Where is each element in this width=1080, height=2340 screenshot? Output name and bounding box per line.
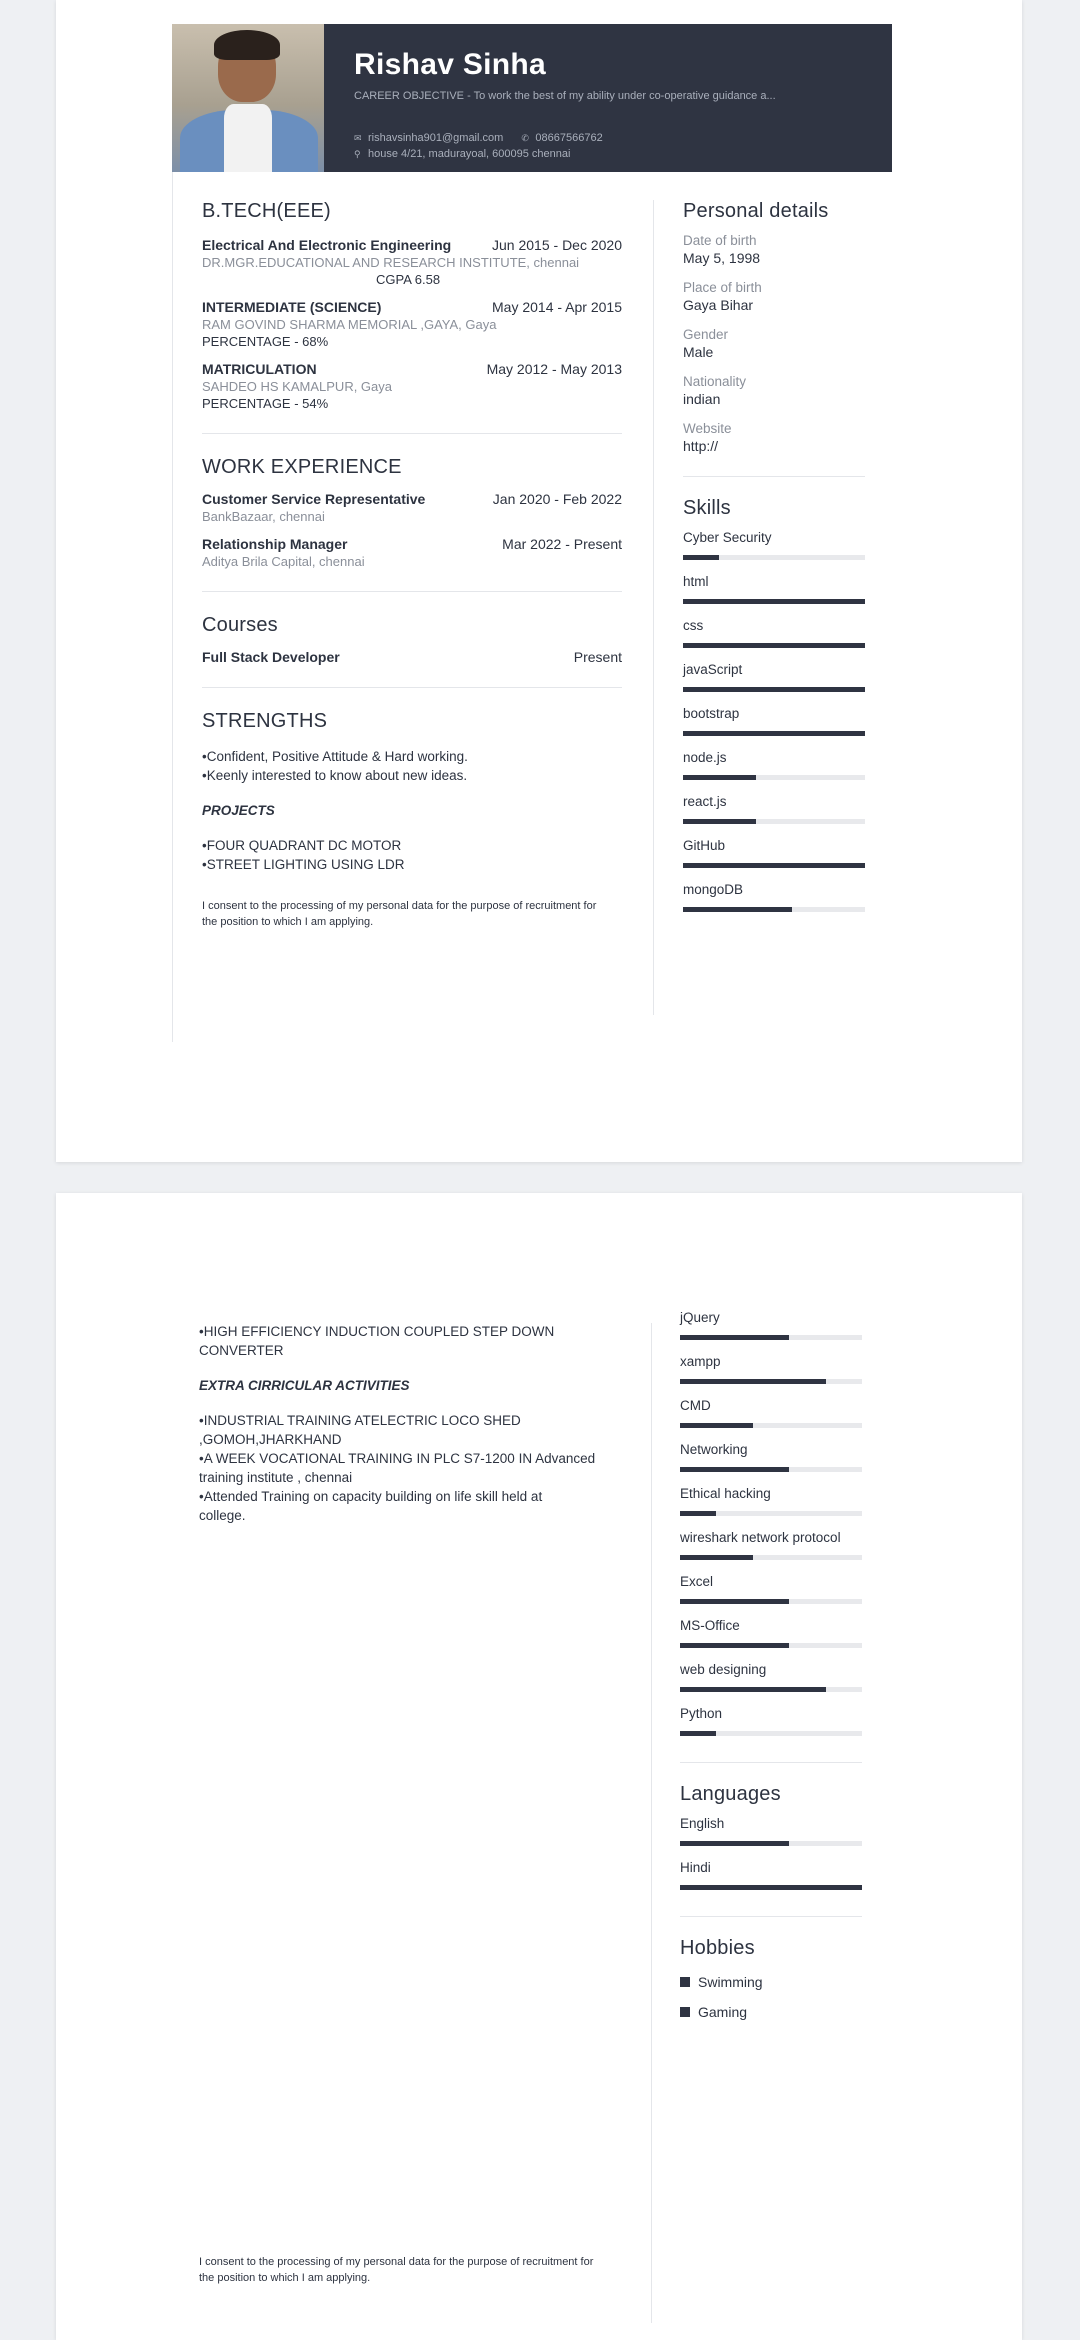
skill-level-bar bbox=[683, 731, 865, 736]
candidate-name: Rishav Sinha bbox=[354, 48, 546, 81]
course-entry bbox=[202, 649, 622, 665]
education-title: B.TECH(EEE) bbox=[202, 200, 331, 222]
skill-level-fill bbox=[680, 1885, 862, 1890]
divider bbox=[202, 591, 622, 592]
skill-level-bar bbox=[680, 1841, 862, 1846]
project-line: •FOUR QUADRANT DC MOTOR bbox=[202, 838, 402, 853]
skill-level-bar bbox=[683, 863, 865, 868]
skill-level-bar bbox=[680, 1687, 862, 1692]
skill-level-bar bbox=[680, 1511, 862, 1516]
skill-item bbox=[680, 1618, 870, 1648]
skill-level-fill bbox=[680, 1379, 826, 1384]
contact-info bbox=[354, 130, 603, 162]
work-entry bbox=[202, 491, 622, 524]
skill-level-fill bbox=[683, 687, 865, 692]
personal-item bbox=[683, 233, 873, 266]
skill-level-fill bbox=[683, 555, 719, 560]
skill-level-bar bbox=[683, 599, 865, 604]
entry-title: Customer Service Representative bbox=[202, 491, 426, 507]
skill-level-fill bbox=[680, 1687, 826, 1692]
skill-level-bar bbox=[683, 819, 865, 824]
entry-institution: SAHDEO HS KAMALPUR, Gaya bbox=[202, 379, 392, 394]
divider bbox=[683, 476, 865, 477]
left-border bbox=[172, 172, 173, 1042]
hobby-item bbox=[680, 1974, 870, 1990]
entry-date: Jun 2015 - Dec 2020 bbox=[492, 237, 622, 253]
skill-level-bar bbox=[683, 555, 865, 560]
skill-name: wireshark network protocol bbox=[680, 1530, 841, 1545]
resume-header bbox=[172, 24, 892, 172]
extra-activities-heading: EXTRA CIRRICULAR ACTIVITIES bbox=[199, 1378, 410, 1393]
skill-item bbox=[680, 1310, 870, 1340]
education-entry bbox=[202, 237, 622, 287]
education-entry bbox=[202, 299, 622, 349]
personal-item bbox=[683, 327, 873, 360]
skill-level-fill bbox=[680, 1423, 753, 1428]
entry-title: INTERMEDIATE (SCIENCE) bbox=[202, 299, 382, 315]
main-column-continued bbox=[199, 1322, 619, 1525]
skill-level-bar bbox=[680, 1599, 862, 1604]
skill-item bbox=[680, 1354, 870, 1384]
personal-label: Gender bbox=[683, 327, 729, 342]
skill-level-bar bbox=[680, 1423, 862, 1428]
sidebar-column-continued bbox=[680, 1310, 870, 2020]
skill-level-fill bbox=[680, 1555, 753, 1560]
skill-level-fill bbox=[683, 819, 756, 824]
skills-title: Skills bbox=[683, 497, 731, 519]
location-pin-icon: ⚲ bbox=[354, 149, 361, 159]
languages-list bbox=[680, 1816, 870, 1890]
skill-name: css bbox=[683, 618, 704, 633]
personal-value: Male bbox=[683, 344, 714, 360]
skill-name: English bbox=[680, 1816, 725, 1831]
skill-level-fill bbox=[683, 643, 865, 648]
skill-level-bar bbox=[683, 907, 865, 912]
skill-level-fill bbox=[680, 1511, 716, 1516]
phone[interactable]: 08667566762 bbox=[535, 132, 603, 144]
divider bbox=[680, 1916, 862, 1917]
skill-item bbox=[683, 838, 873, 868]
skill-name: Hindi bbox=[680, 1860, 711, 1875]
entry-date: Mar 2022 - Present bbox=[502, 536, 622, 552]
skill-level-bar bbox=[680, 1467, 862, 1472]
square-bullet-icon bbox=[680, 1977, 690, 1987]
entry-title: Electrical And Electronic Engineering bbox=[202, 237, 452, 253]
projects-heading: PROJECTS bbox=[202, 803, 275, 818]
skill-item bbox=[683, 706, 873, 736]
hobby-label: Swimming bbox=[698, 1974, 763, 1990]
skill-item bbox=[680, 1860, 870, 1890]
skills-list bbox=[680, 1310, 870, 1736]
skill-name: react.js bbox=[683, 794, 727, 809]
skill-level-fill bbox=[680, 1731, 716, 1736]
personal-item bbox=[683, 421, 873, 454]
entry-institution: DR.MGR.EDUCATIONAL AND RESEARCH INSTITUTE, chennai bbox=[202, 255, 580, 270]
project-line: CONVERTER bbox=[199, 1343, 284, 1358]
skill-name: Python bbox=[680, 1706, 723, 1721]
entry-date: May 2012 - May 2013 bbox=[486, 361, 622, 377]
entry-title: MATRICULATION bbox=[202, 361, 317, 377]
divider bbox=[202, 687, 622, 688]
skill-item bbox=[683, 530, 873, 560]
languages-title: Languages bbox=[680, 1783, 781, 1805]
column-divider bbox=[653, 200, 654, 1015]
skill-item bbox=[680, 1398, 870, 1428]
skill-name: MS-Office bbox=[680, 1618, 740, 1633]
skill-item bbox=[680, 1662, 870, 1692]
consent-text: I consent to the processing of my personal data for the purpose of recruitment for the position to which I am applying. bbox=[199, 2256, 594, 2284]
work-entry bbox=[202, 536, 622, 569]
skill-name: Cyber Security bbox=[683, 530, 772, 545]
skill-name: Excel bbox=[680, 1574, 714, 1589]
skill-name: bootstrap bbox=[683, 706, 740, 721]
strength-line: •Keenly interested to know about new ideas. bbox=[202, 768, 468, 783]
personal-value: Gaya Bihar bbox=[683, 297, 754, 313]
activity-line: •A WEEK VOCATIONAL TRAINING IN PLC S7-1200 IN Advanced bbox=[199, 1451, 596, 1466]
hobbies-title: Hobbies bbox=[680, 1937, 755, 1959]
skill-level-fill bbox=[680, 1599, 789, 1604]
personal-title: Personal details bbox=[683, 200, 829, 222]
skill-name: Networking bbox=[680, 1442, 748, 1457]
skill-item bbox=[683, 574, 873, 604]
work-title: WORK EXPERIENCE bbox=[202, 456, 402, 478]
personal-label: Nationality bbox=[683, 374, 747, 389]
address: house 4/21, madurayoal, 600095 chennai bbox=[368, 148, 571, 160]
entry-date: Jan 2020 - Feb 2022 bbox=[492, 491, 622, 507]
skill-level-fill bbox=[683, 863, 865, 868]
skill-item bbox=[683, 882, 873, 912]
activity-line: college. bbox=[199, 1508, 246, 1523]
career-objective: CAREER OBJECTIVE - To work the best of my ability under co-operative guidance a... bbox=[354, 90, 776, 102]
email-icon: ✉ bbox=[354, 133, 362, 143]
email[interactable]: rishavsinha901@gmail.com bbox=[368, 132, 504, 144]
skill-item bbox=[680, 1574, 870, 1604]
entry-company: BankBazaar, chennai bbox=[202, 509, 325, 524]
education-entry bbox=[202, 361, 622, 411]
skill-item bbox=[680, 1816, 870, 1846]
skill-level-fill bbox=[680, 1467, 789, 1472]
skill-name: GitHub bbox=[683, 838, 726, 853]
skill-name: mongoDB bbox=[683, 882, 744, 897]
sidebar-column bbox=[683, 200, 873, 912]
skill-level-bar bbox=[683, 643, 865, 648]
project-line: •STREET LIGHTING USING LDR bbox=[202, 857, 405, 872]
skill-name: javaScript bbox=[683, 662, 743, 677]
activity-line: training institute , chennai bbox=[199, 1470, 353, 1485]
personal-item bbox=[683, 374, 873, 407]
entry-institution: RAM GOVIND SHARMA MEMORIAL ,GAYA, Gaya bbox=[202, 317, 497, 332]
skill-level-fill bbox=[680, 1335, 789, 1340]
strength-line: •Confident, Positive Attitude & Hard working. bbox=[202, 749, 468, 764]
skill-name: web designing bbox=[680, 1662, 767, 1677]
skill-level-fill bbox=[683, 731, 865, 736]
skill-level-bar bbox=[680, 1643, 862, 1648]
skill-level-bar bbox=[680, 1731, 862, 1736]
skill-level-fill bbox=[680, 1643, 789, 1648]
skill-item bbox=[680, 1530, 870, 1560]
entry-company: Aditya Brila Capital, chennai bbox=[202, 554, 365, 569]
entry-date: Present bbox=[573, 649, 622, 665]
personal-item bbox=[683, 280, 873, 313]
phone-icon: ✆ bbox=[521, 133, 529, 143]
skill-item bbox=[683, 750, 873, 780]
personal-value: May 5, 1998 bbox=[683, 250, 761, 266]
divider bbox=[680, 1762, 862, 1763]
personal-label: Date of birth bbox=[683, 233, 757, 248]
skill-level-bar bbox=[680, 1885, 862, 1890]
skill-level-fill bbox=[683, 775, 756, 780]
skill-name: CMD bbox=[680, 1398, 711, 1413]
website-link[interactable]: http:// bbox=[683, 438, 719, 454]
skill-name: Ethical hacking bbox=[680, 1486, 771, 1501]
project-line: •HIGH EFFICIENCY INDUCTION COUPLED STEP DOWN bbox=[199, 1324, 555, 1339]
skill-level-bar bbox=[680, 1335, 862, 1340]
entry-title: Relationship Manager bbox=[202, 536, 348, 552]
entry-grade: PERCENTAGE - 54% bbox=[202, 396, 329, 411]
entry-title: Full Stack Developer bbox=[202, 649, 340, 665]
skill-level-bar bbox=[680, 1379, 862, 1384]
skill-item bbox=[683, 794, 873, 824]
skill-name: xampp bbox=[680, 1354, 721, 1369]
personal-label: Website bbox=[683, 421, 732, 436]
entry-grade: CGPA 6.58 bbox=[376, 272, 441, 287]
divider bbox=[202, 433, 622, 434]
main-column bbox=[202, 200, 622, 930]
skill-name: html bbox=[683, 574, 709, 589]
skill-item bbox=[680, 1486, 870, 1516]
courses-title: Courses bbox=[202, 614, 278, 636]
skill-item bbox=[683, 662, 873, 692]
personal-value: indian bbox=[683, 391, 721, 407]
skill-name: jQuery bbox=[680, 1310, 720, 1325]
hobby-label: Gaming bbox=[698, 2004, 748, 2020]
skill-name: node.js bbox=[683, 750, 727, 765]
activity-line: ,GOMOH,JHARKHAND bbox=[199, 1432, 342, 1447]
column-divider bbox=[651, 1323, 652, 2323]
skill-item bbox=[680, 1706, 870, 1736]
personal-label: Place of birth bbox=[683, 280, 762, 295]
skill-level-bar bbox=[683, 775, 865, 780]
consent-text: I consent to the processing of my personal data for the purpose of recruitment for the position to which I am applying. bbox=[202, 900, 597, 928]
activity-line: •Attended Training on capacity building on life skill held at bbox=[199, 1489, 543, 1504]
activity-line: •INDUSTRIAL TRAINING ATELECTRIC LOCO SHED bbox=[199, 1413, 521, 1428]
profile-photo bbox=[172, 24, 324, 172]
skills-list bbox=[683, 530, 873, 912]
entry-date: May 2014 - Apr 2015 bbox=[492, 299, 622, 315]
hobby-item bbox=[680, 2004, 870, 2020]
skill-level-bar bbox=[680, 1555, 862, 1560]
entry-grade: PERCENTAGE - 68% bbox=[202, 334, 329, 349]
strengths-title: STRENGTHS bbox=[202, 710, 328, 732]
square-bullet-icon bbox=[680, 2007, 690, 2017]
skill-level-fill bbox=[683, 599, 865, 604]
skill-level-fill bbox=[683, 907, 792, 912]
skill-item bbox=[683, 618, 873, 648]
skill-item bbox=[680, 1442, 870, 1472]
skill-level-bar bbox=[683, 687, 865, 692]
skill-level-fill bbox=[680, 1841, 789, 1846]
